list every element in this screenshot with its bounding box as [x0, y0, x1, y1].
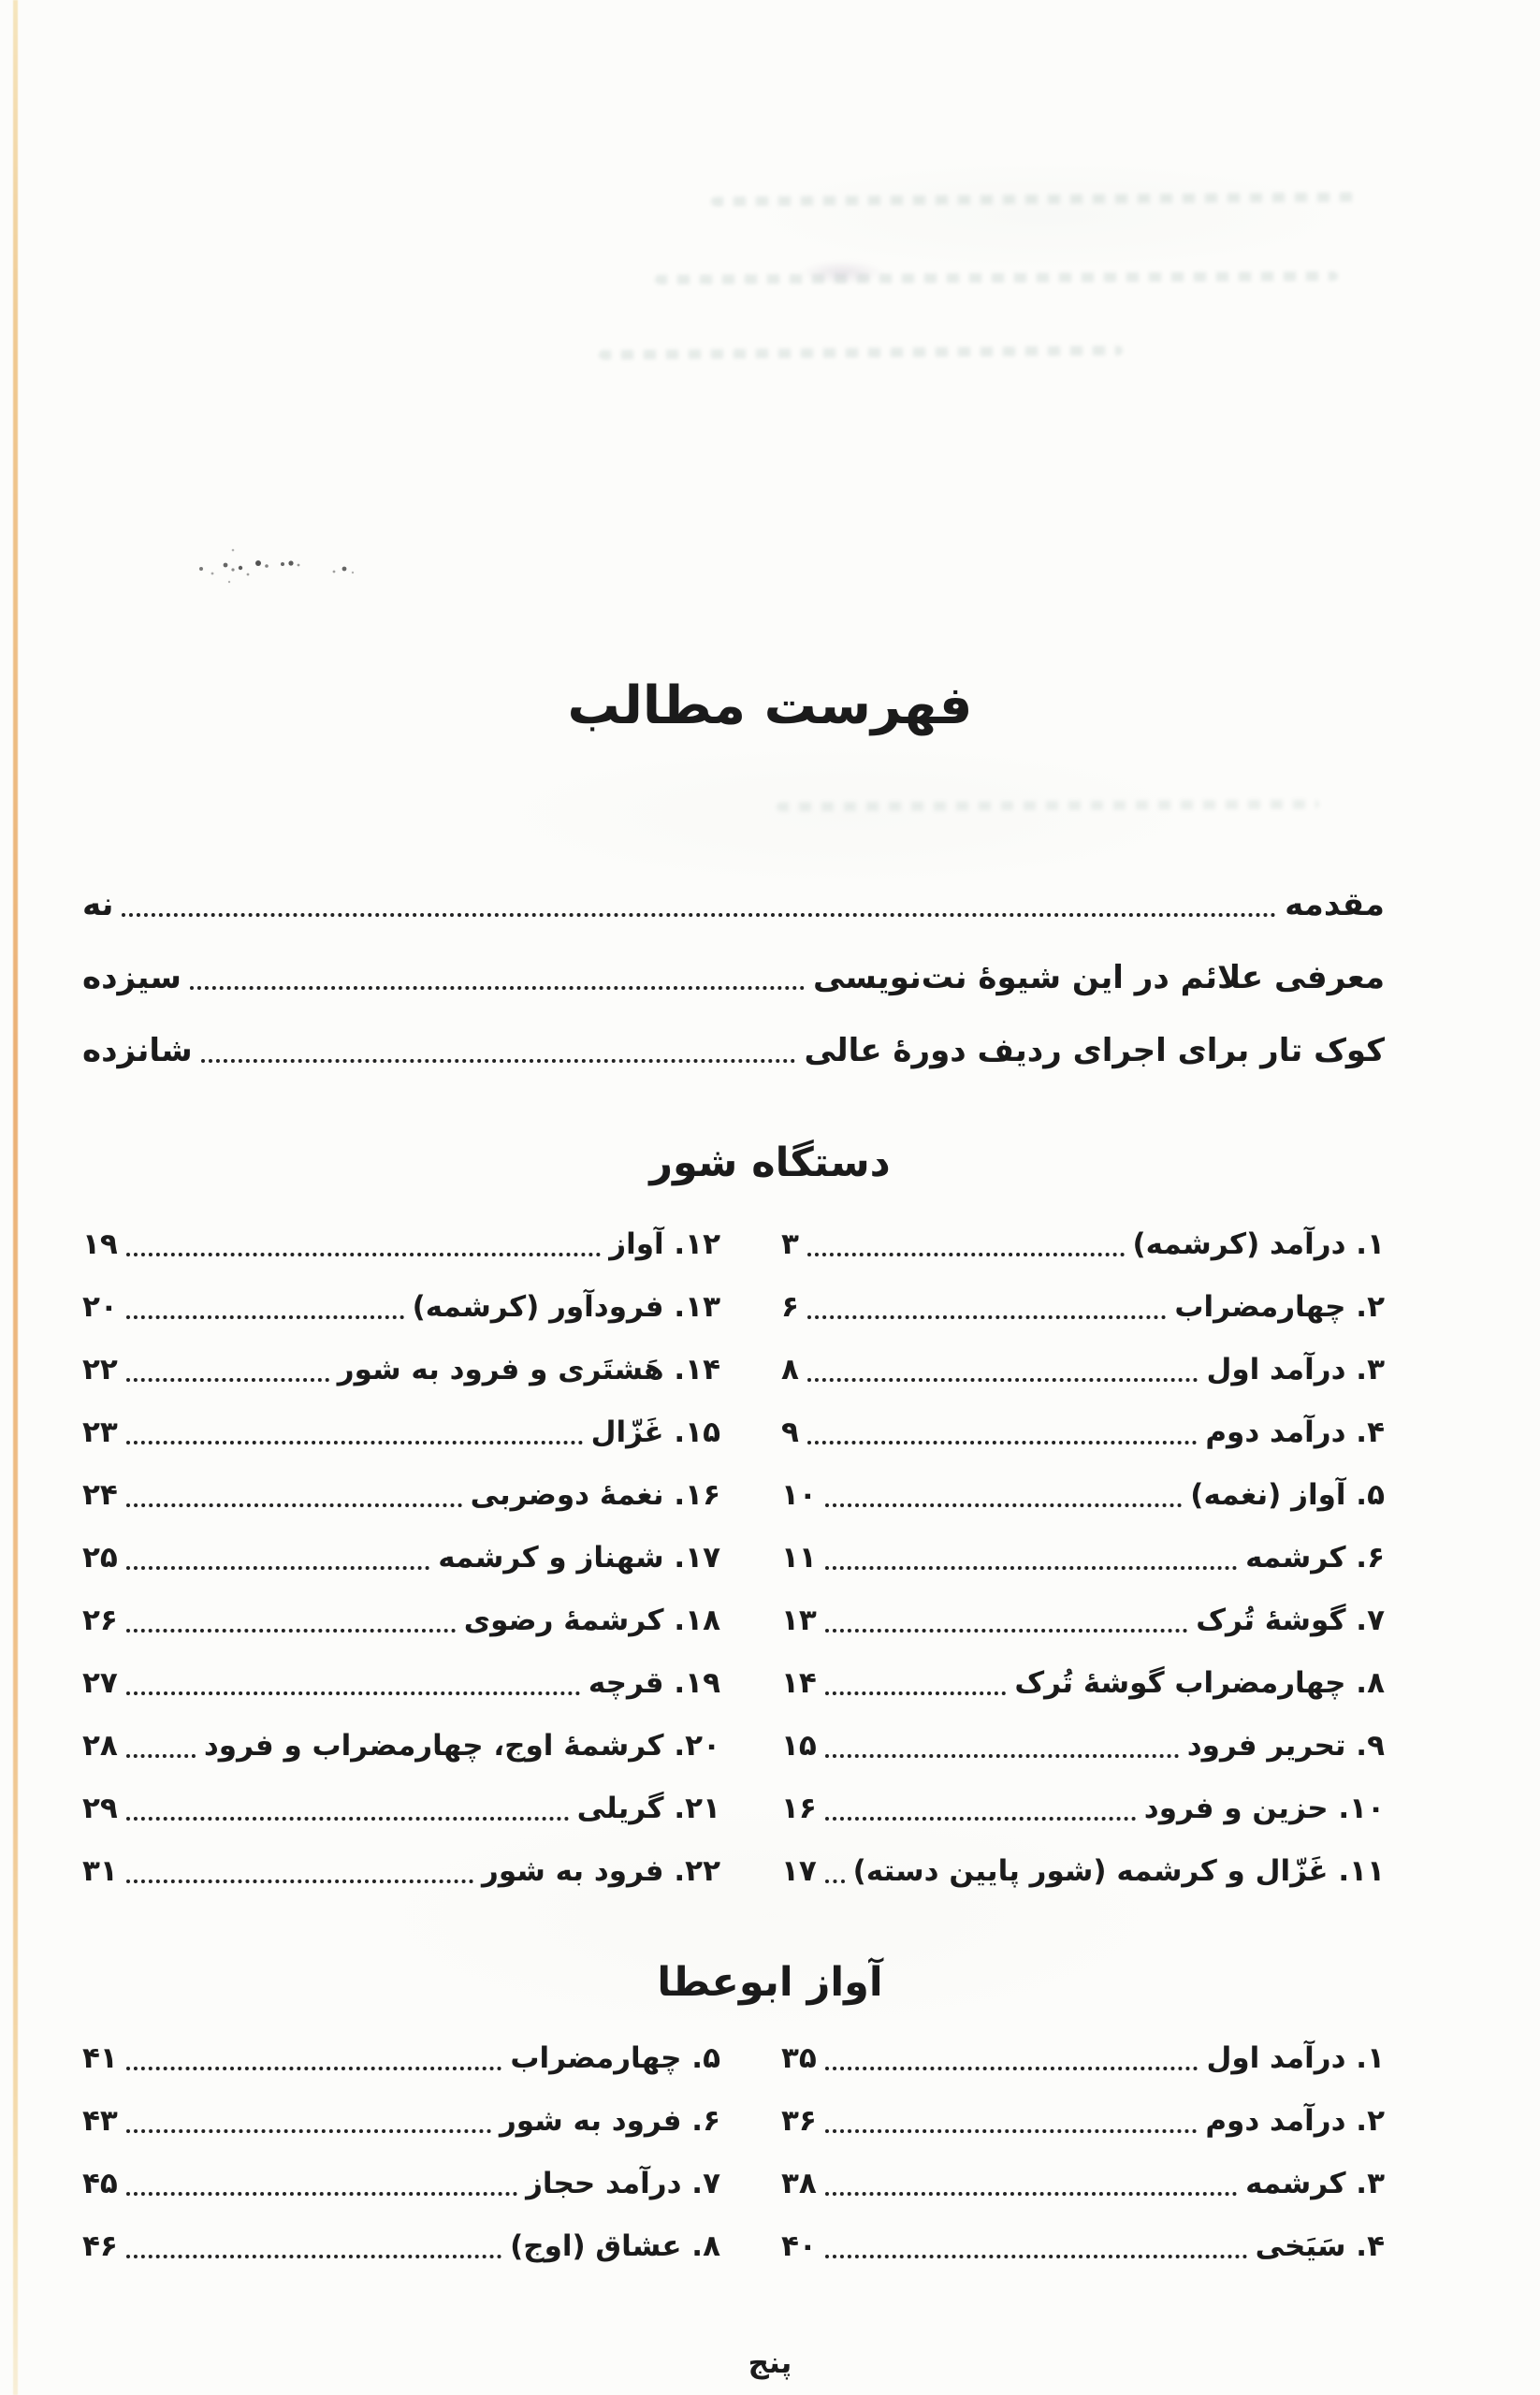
toc-entry [82, 951, 1385, 1005]
toc-entry [82, 2089, 720, 2152]
dotted-leader [122, 913, 1276, 917]
toc-entry-label: ۲. درآمد دوم [1205, 2103, 1385, 2138]
toc-entry [781, 1589, 1385, 1651]
toc-entry-page: ۲۵ [82, 1540, 118, 1575]
dotted-leader [126, 1880, 473, 1883]
toc-entry-label: ۶. فرود به شور [499, 2103, 720, 2138]
toc-entry-page: ۱۰ [781, 1477, 817, 1512]
toc-entry-page: ۱۶ [781, 1791, 817, 1825]
toc-entry-label: ۱۱. غَزّال و کرشمه (شور پایین دسته) [852, 1853, 1385, 1888]
abuata-right-column [781, 2026, 1385, 2277]
toc-entry-label: ۱. درآمد اول [1206, 2040, 1385, 2075]
shur-right-column [781, 1212, 1385, 1902]
toc-entry-label: ۴. سَیَخی [1255, 2228, 1385, 2263]
toc-entry [781, 1526, 1385, 1589]
toc-entry [781, 1401, 1385, 1463]
toc-entry [781, 1777, 1385, 1839]
toc-entry-page: ۳۵ [781, 2040, 817, 2075]
dotted-leader [807, 1441, 1197, 1444]
toc-entry [781, 1839, 1385, 1902]
section-heading-dastgah-shur: دستگاه شور [649, 1139, 891, 1186]
toc-entry-page: سیزده [82, 959, 182, 996]
toc-entry-label: ۱۲. آواز [609, 1227, 720, 1261]
toc-entry-page: ۲۴ [82, 1477, 118, 1512]
dotted-leader [807, 1378, 1199, 1382]
toc-entry-page: شانزده [82, 1032, 193, 1069]
toc-entry-label: ۶. کرشمه [1245, 1540, 1385, 1575]
toc-entry [781, 1275, 1385, 1338]
dotted-leader [825, 1629, 1187, 1633]
toc-entry [82, 1275, 720, 1338]
dotted-leader [126, 1253, 601, 1256]
toc-entry-page: ۱۹ [82, 1227, 118, 1261]
dotted-leader [126, 1441, 583, 1444]
dotted-leader [825, 2192, 1237, 2196]
dotted-leader [807, 1253, 1125, 1256]
toc-entry-page: ۴۶ [82, 2228, 118, 2263]
toc-entry-label: مقدمه [1285, 886, 1385, 923]
dotted-leader [126, 1503, 462, 1507]
toc-entry [82, 1839, 720, 1902]
toc-entry [781, 1463, 1385, 1526]
dotted-leader [825, 1566, 1237, 1570]
bleed-through-line [655, 271, 1338, 284]
toc-entry [82, 1651, 720, 1714]
toc-entry-page: ۱۱ [781, 1540, 817, 1575]
dotted-leader [190, 986, 805, 990]
toc-entry-label: ۲۰. کرشمهٔ اوج، چهارمضراب و فرود [203, 1728, 720, 1763]
toc-entry [781, 1651, 1385, 1714]
toc-entry-label: ۱۰. حزین و فرود [1143, 1791, 1385, 1825]
scan-bottom-edge [0, 2383, 1540, 2395]
dotted-leader [825, 1817, 1136, 1821]
toc-entry-page: ۹ [781, 1415, 799, 1449]
toc-entry-label: ۹. تحریر فرود [1186, 1728, 1385, 1763]
toc-entry-label: ۱۳. فرودآور (کرشمه) [412, 1289, 720, 1324]
dotted-leader [825, 1503, 1182, 1507]
dotted-leader [126, 1566, 429, 1570]
toc-entry-label: ۲. چهارمضراب [1174, 1289, 1385, 1324]
toc-entry [781, 2026, 1385, 2089]
toc-entry [82, 1212, 720, 1275]
toc-entry-label: ۷. درآمد حجاز [526, 2166, 720, 2200]
page-title: فهرست مطالب [567, 675, 973, 736]
dotted-leader [126, 1315, 404, 1319]
section-heading-avaz-abuata: آواز ابوعطا [657, 1959, 883, 2006]
toc-entry-page: ۴۰ [781, 2228, 817, 2263]
toc-entry [82, 1401, 720, 1463]
toc-entry-page: ۳ [781, 1227, 799, 1261]
toc-entry-page: ۲۳ [82, 1415, 118, 1449]
toc-entry-page: ۸ [781, 1352, 799, 1386]
toc-entry-page: ۳۱ [82, 1853, 118, 1888]
toc-entry [781, 2214, 1385, 2277]
dotted-leader [126, 1378, 329, 1382]
toc-entry-label: ۲۱. گریلی [576, 1791, 720, 1825]
dotted-leader [126, 1817, 569, 1821]
toc-entry [781, 1212, 1385, 1275]
faint-ink-scribble [192, 541, 398, 588]
toc-entry [82, 1338, 720, 1401]
toc-entry [82, 1526, 720, 1589]
toc-entry-page: ۴۱ [82, 2040, 118, 2075]
shur-left-column [82, 1212, 720, 1902]
toc-entry [82, 1023, 1385, 1078]
toc-entry-label: ۵. آواز (نغمه) [1190, 1477, 1385, 1512]
toc-entry-label: ۱۵. غَزّال [590, 1415, 720, 1449]
dotted-leader [825, 2067, 1199, 2070]
toc-entry [82, 1714, 720, 1777]
toc-entry-label: ۴. درآمد دوم [1205, 1415, 1385, 1449]
toc-entry-page: ۲۲ [82, 1352, 118, 1386]
toc-entry-page: ۱۳ [781, 1603, 817, 1637]
toc-entry-page: ۲۹ [82, 1791, 118, 1825]
toc-entry-page: ۱۵ [781, 1728, 817, 1763]
dotted-leader [126, 2255, 501, 2258]
toc-entry-label: کوک تار برای اجرای ردیف دورهٔ عالی [804, 1032, 1385, 1069]
toc-entry-label: ۳. درآمد اول [1206, 1352, 1385, 1386]
toc-entry-page: ۱۴ [781, 1665, 817, 1700]
bleed-through-line [711, 193, 1357, 207]
toc-entry-label: ۱. درآمد (کرشمه) [1132, 1227, 1385, 1261]
toc-entry [781, 2089, 1385, 2152]
toc-entry-label: معرفی علائم در این شیوهٔ نت‌نویسی [812, 959, 1385, 996]
toc-entry [82, 2152, 720, 2214]
toc-entry-label: ۱۷. شهناز و کرشمه [438, 1540, 720, 1575]
toc-entry [82, 2214, 720, 2277]
toc-entry-label: ۱۶. نغمهٔ دوضربی [470, 1477, 720, 1512]
toc-entry-label: ۸. چهارمضراب گوشهٔ تُرک [1014, 1665, 1385, 1700]
toc-entry [82, 1463, 720, 1526]
dotted-leader [126, 2067, 502, 2070]
dotted-leader [825, 1754, 1179, 1758]
dotted-leader [126, 1691, 580, 1695]
front-matter-list [82, 878, 1385, 1078]
dotted-leader [825, 2129, 1197, 2133]
dotted-leader [201, 1059, 796, 1063]
toc-entry-page: ۲۶ [82, 1603, 118, 1637]
dotted-leader [825, 1691, 1007, 1695]
toc-entry-label: ۵. چهارمضراب [510, 2040, 720, 2075]
toc-entry [781, 2152, 1385, 2214]
toc-entry [82, 1589, 720, 1651]
toc-entry-label: ۳. کرشمه [1245, 2166, 1385, 2200]
dotted-leader [825, 1880, 845, 1883]
toc-entry-page: ۲۸ [82, 1728, 118, 1763]
toc-entry [82, 2026, 720, 2089]
toc-entry [781, 1338, 1385, 1401]
bleed-through-line [777, 799, 1319, 811]
dotted-leader [825, 2255, 1247, 2258]
dotted-leader [126, 2192, 517, 2196]
toc-entry-label: ۲۲. فرود به شور [482, 1853, 720, 1888]
section-abuata-columns [82, 2026, 1385, 2277]
toc-entry-page: ۲۷ [82, 1665, 118, 1700]
toc-entry [82, 878, 1385, 932]
page-number-word: پنج [748, 2346, 792, 2380]
dotted-leader [126, 1629, 456, 1633]
toc-entry [781, 1714, 1385, 1777]
toc-entry-page: ۴۳ [82, 2103, 118, 2138]
book-edge-strip [13, 0, 18, 2395]
toc-entry-page: ۲۰ [82, 1289, 118, 1324]
toc-entry-page: ۳۶ [781, 2103, 817, 2138]
toc-entry-label: ۸. عشاق (اوج) [510, 2228, 720, 2263]
toc-entry-label: ۷. گوشهٔ تُرک [1196, 1603, 1385, 1637]
toc-entry-page: نه [82, 886, 114, 923]
dotted-leader [126, 2129, 491, 2133]
toc-entry-page: ۴۵ [82, 2166, 118, 2200]
dotted-leader [126, 1754, 196, 1758]
dotted-leader [807, 1315, 1166, 1319]
toc-entry-page: ۶ [781, 1289, 799, 1324]
toc-entry-label: ۱۸. کرشمهٔ رضوی [463, 1603, 720, 1637]
toc-entry-page: ۱۷ [781, 1853, 817, 1888]
abuata-left-column [82, 2026, 720, 2277]
bleed-through-line [599, 346, 1123, 360]
toc-entry-label: ۱۴. هَشتَری و فرود به شور [337, 1352, 720, 1386]
toc-entry-page: ۳۸ [781, 2166, 817, 2200]
toc-entry-label: ۱۹. قرچه [588, 1665, 720, 1700]
ink-smudge [800, 260, 884, 284]
toc-entry [82, 1777, 720, 1839]
section-shur-columns [82, 1212, 1385, 1902]
